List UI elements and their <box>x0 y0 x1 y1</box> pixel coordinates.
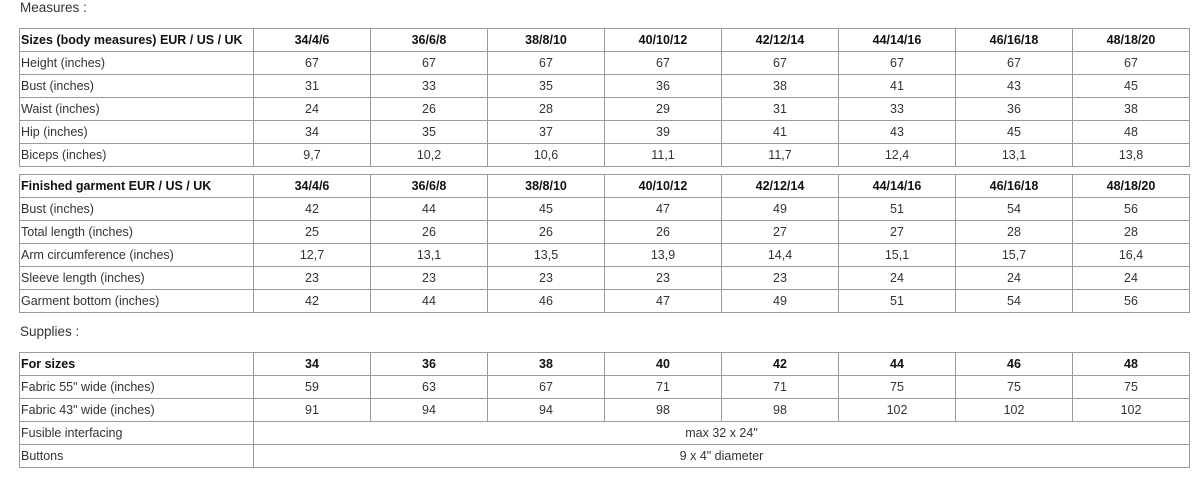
table-row <box>20 290 1190 313</box>
value-cell: 31 <box>722 98 839 121</box>
value-cell: 28 <box>488 98 605 121</box>
value-cell: 49 <box>722 290 839 313</box>
value-cell: 91 <box>254 399 371 422</box>
value-cell: 51 <box>839 198 956 221</box>
value-cell: 38 <box>722 75 839 98</box>
value-cell: 33 <box>839 98 956 121</box>
header-size-cell: 44/14/16 <box>839 175 956 198</box>
value-cell: 23 <box>488 267 605 290</box>
value-cell: 67 <box>488 52 605 75</box>
value-cell: 28 <box>1073 221 1190 244</box>
value-cell: 54 <box>956 290 1073 313</box>
value-cell: 13,9 <box>605 244 722 267</box>
value-cell: 37 <box>488 121 605 144</box>
value-cell: 24 <box>1073 267 1190 290</box>
row-label-cell: Biceps (inches) <box>20 144 254 167</box>
value-cell: 75 <box>956 376 1073 399</box>
value-cell: 45 <box>956 121 1073 144</box>
value-cell: 102 <box>1073 399 1190 422</box>
table-row <box>20 445 1190 468</box>
header-size-cell: 38/8/10 <box>488 175 605 198</box>
value-cell: 56 <box>1073 290 1190 313</box>
value-cell: 31 <box>254 75 371 98</box>
value-cell: 41 <box>722 121 839 144</box>
value-cell: 26 <box>371 98 488 121</box>
value-cell: 13,5 <box>488 244 605 267</box>
value-cell: 14,4 <box>722 244 839 267</box>
value-cell: 71 <box>605 376 722 399</box>
value-cell: 27 <box>722 221 839 244</box>
value-cell: 43 <box>956 75 1073 98</box>
row-label-cell: Fusible interfacing <box>20 422 254 445</box>
value-cell: 33 <box>371 75 488 98</box>
table-row <box>20 267 1190 290</box>
body-measures-table <box>19 28 1190 167</box>
value-cell: 45 <box>1073 75 1190 98</box>
value-cell: 75 <box>1073 376 1190 399</box>
value-cell: 67 <box>488 376 605 399</box>
value-cell: 98 <box>605 399 722 422</box>
merged-value-cell: max 32 x 24" <box>254 422 1190 445</box>
value-cell: 24 <box>254 98 371 121</box>
header-size-cell: 46 <box>956 353 1073 376</box>
value-cell: 44 <box>371 290 488 313</box>
row-label-cell: Total length (inches) <box>20 221 254 244</box>
value-cell: 94 <box>488 399 605 422</box>
value-cell: 42 <box>254 290 371 313</box>
value-cell: 41 <box>839 75 956 98</box>
value-cell: 13,1 <box>371 244 488 267</box>
finished-garment-rows <box>20 198 1190 313</box>
value-cell: 12,7 <box>254 244 371 267</box>
value-cell: 45 <box>488 198 605 221</box>
header-size-cell: 48/18/20 <box>1073 175 1190 198</box>
header-row <box>20 175 1190 198</box>
value-cell: 56 <box>1073 198 1190 221</box>
supplies-heading: Supplies : <box>20 324 80 339</box>
header-label-cell: Finished garment EUR / US / UK <box>20 175 254 198</box>
value-cell: 23 <box>254 267 371 290</box>
value-cell: 71 <box>722 376 839 399</box>
value-cell: 25 <box>254 221 371 244</box>
header-row <box>20 29 1190 52</box>
value-cell: 44 <box>371 198 488 221</box>
value-cell: 63 <box>371 376 488 399</box>
supplies-header <box>20 353 1190 376</box>
value-cell: 38 <box>1073 98 1190 121</box>
value-cell: 102 <box>839 399 956 422</box>
header-size-cell: 34/4/6 <box>254 175 371 198</box>
header-size-cell: 42 <box>722 353 839 376</box>
value-cell: 12,4 <box>839 144 956 167</box>
value-cell: 67 <box>1073 52 1190 75</box>
row-label-cell: Fabric 43" wide (inches) <box>20 399 254 422</box>
table-row <box>20 198 1190 221</box>
table-row <box>20 144 1190 167</box>
body-measures-header <box>20 29 1190 52</box>
row-label-cell: Garment bottom (inches) <box>20 290 254 313</box>
merged-value-cell: 9 x 4" diameter <box>254 445 1190 468</box>
value-cell: 35 <box>488 75 605 98</box>
value-cell: 36 <box>605 75 722 98</box>
value-cell: 39 <box>605 121 722 144</box>
header-size-cell: 46/16/18 <box>956 29 1073 52</box>
value-cell: 11,1 <box>605 144 722 167</box>
value-cell: 47 <box>605 290 722 313</box>
header-size-cell: 48/18/20 <box>1073 29 1190 52</box>
table-row <box>20 422 1190 445</box>
value-cell: 67 <box>371 52 488 75</box>
value-cell: 102 <box>956 399 1073 422</box>
value-cell: 36 <box>956 98 1073 121</box>
value-cell: 54 <box>956 198 1073 221</box>
row-label-cell: Bust (inches) <box>20 198 254 221</box>
header-size-cell: 34/4/6 <box>254 29 371 52</box>
row-label-cell: Waist (inches) <box>20 98 254 121</box>
value-cell: 47 <box>605 198 722 221</box>
header-size-cell: 42/12/14 <box>722 29 839 52</box>
value-cell: 26 <box>488 221 605 244</box>
header-size-cell: 38 <box>488 353 605 376</box>
header-label-cell: For sizes <box>20 353 254 376</box>
value-cell: 46 <box>488 290 605 313</box>
table-row <box>20 244 1190 267</box>
table-row <box>20 121 1190 144</box>
row-label-cell: Fabric 55" wide (inches) <box>20 376 254 399</box>
value-cell: 16,4 <box>1073 244 1190 267</box>
row-label-cell: Arm circumference (inches) <box>20 244 254 267</box>
value-cell: 13,8 <box>1073 144 1190 167</box>
value-cell: 67 <box>605 52 722 75</box>
value-cell: 24 <box>956 267 1073 290</box>
value-cell: 51 <box>839 290 956 313</box>
finished-garment-table <box>19 174 1190 313</box>
value-cell: 10,2 <box>371 144 488 167</box>
value-cell: 26 <box>605 221 722 244</box>
value-cell: 15,1 <box>839 244 956 267</box>
value-cell: 28 <box>956 221 1073 244</box>
table-row <box>20 52 1190 75</box>
header-size-cell: 48 <box>1073 353 1190 376</box>
value-cell: 42 <box>254 198 371 221</box>
header-size-cell: 40/10/12 <box>605 175 722 198</box>
value-cell: 27 <box>839 221 956 244</box>
header-size-cell: 42/12/14 <box>722 175 839 198</box>
table-row <box>20 221 1190 244</box>
row-label-cell: Bust (inches) <box>20 75 254 98</box>
value-cell: 67 <box>254 52 371 75</box>
supplies-rows <box>20 376 1190 468</box>
value-cell: 26 <box>371 221 488 244</box>
header-size-cell: 34 <box>254 353 371 376</box>
row-label-cell: Height (inches) <box>20 52 254 75</box>
header-label-cell: Sizes (body measures) EUR / US / UK <box>20 29 254 52</box>
value-cell: 67 <box>956 52 1073 75</box>
header-size-cell: 40/10/12 <box>605 29 722 52</box>
header-size-cell: 36/6/8 <box>371 175 488 198</box>
header-size-cell: 36/6/8 <box>371 29 488 52</box>
value-cell: 67 <box>722 52 839 75</box>
header-row <box>20 353 1190 376</box>
value-cell: 23 <box>371 267 488 290</box>
value-cell: 75 <box>839 376 956 399</box>
value-cell: 15,7 <box>956 244 1073 267</box>
value-cell: 59 <box>254 376 371 399</box>
value-cell: 24 <box>839 267 956 290</box>
row-label-cell: Hip (inches) <box>20 121 254 144</box>
value-cell: 11,7 <box>722 144 839 167</box>
supplies-table <box>19 352 1190 468</box>
table-row <box>20 98 1190 121</box>
value-cell: 10,6 <box>488 144 605 167</box>
header-size-cell: 38/8/10 <box>488 29 605 52</box>
value-cell: 9,7 <box>254 144 371 167</box>
header-size-cell: 44 <box>839 353 956 376</box>
header-size-cell: 44/14/16 <box>839 29 956 52</box>
table-row <box>20 399 1190 422</box>
row-label-cell: Sleeve length (inches) <box>20 267 254 290</box>
header-size-cell: 46/16/18 <box>956 175 1073 198</box>
measures-heading: Measures : <box>20 0 87 15</box>
value-cell: 35 <box>371 121 488 144</box>
value-cell: 34 <box>254 121 371 144</box>
value-cell: 67 <box>839 52 956 75</box>
table-row <box>20 75 1190 98</box>
finished-garment-header <box>20 175 1190 198</box>
value-cell: 29 <box>605 98 722 121</box>
value-cell: 23 <box>722 267 839 290</box>
row-label-cell: Buttons <box>20 445 254 468</box>
value-cell: 94 <box>371 399 488 422</box>
value-cell: 43 <box>839 121 956 144</box>
body-measures-rows <box>20 52 1190 167</box>
value-cell: 98 <box>722 399 839 422</box>
header-size-cell: 40 <box>605 353 722 376</box>
value-cell: 48 <box>1073 121 1190 144</box>
table-row <box>20 376 1190 399</box>
value-cell: 13,1 <box>956 144 1073 167</box>
value-cell: 49 <box>722 198 839 221</box>
header-size-cell: 36 <box>371 353 488 376</box>
value-cell: 23 <box>605 267 722 290</box>
